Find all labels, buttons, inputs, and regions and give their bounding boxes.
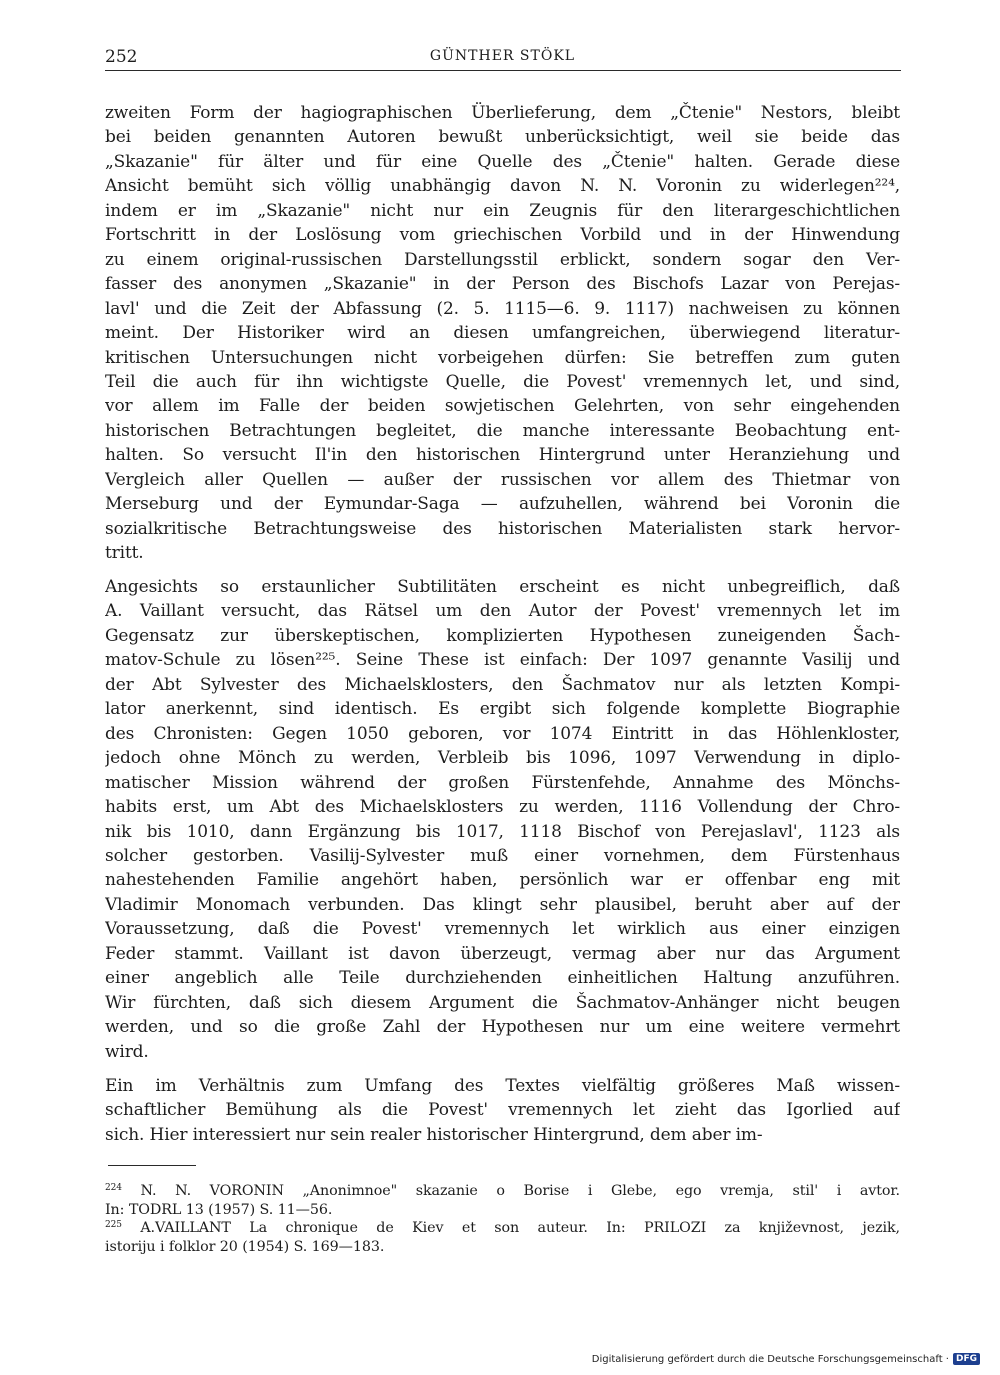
footnote-line: [105, 1201, 900, 1220]
text-line: werden, und so die große Zahl der Hypothesen nur um eine weitere vermehrt: [105, 1017, 900, 1038]
credit-text: Digitalisierung gefördert durch die Deutsche Forschungsgemeinschaft ·: [591, 1353, 949, 1365]
text-line: sich. Hier interessiert nur sein realer historischer Hintergrund, dem aber im-: [105, 1124, 763, 1145]
text-line: Teil die auch für ihn wichtigste Quelle, die Povest' vremennych let, und sind,: [105, 371, 900, 392]
page-number: 252: [105, 47, 138, 67]
text-line: Angesichts so erstaunlicher Subtilitäten erscheint es nicht unbegreiflich, daß: [105, 577, 900, 597]
footnote-mark: 224: [105, 1183, 122, 1193]
footnote-rule: [108, 1165, 196, 1166]
footnote-line: [105, 1238, 900, 1257]
text-line: matischer Mission während der großen Fürstenfehde, Annahme des Mönchs-: [105, 772, 900, 793]
text-line: Merseburg und der Eymundar-Saga — aufzuhellen, während bei Voronin die: [105, 494, 900, 515]
dfg-logo-icon: DFG: [953, 1353, 980, 1365]
text-line: vor allem im Falle der beiden sowjetischen Gelehrten, von sehr eingehenden: [105, 396, 900, 417]
text-line: jedoch ohne Mönch zu werden, Verbleib bis 1096, 1097 Verwendung in diplo-: [105, 748, 900, 769]
text-line: lator anerkennt, sind identisch. Es ergibt sich folgende komplette Biographie: [105, 699, 900, 720]
footnotes: [105, 1182, 900, 1256]
text-line: Feder stammt. Vaillant ist davon überzeugt, vermag aber nur das Argument: [105, 943, 900, 964]
text-line: Voraussetzung, daß die Povest' vremennych let wirklich aus einer einzigen: [105, 919, 900, 940]
text-line: Ansicht bemüht sich völlig unabhängig davon N. N. Voronin zu widerlegen²²⁴,: [105, 176, 900, 197]
footnote-text: A.VAILLANT La chronique de Kiev et son auteur. In: PRILOZI za književnost, jezik,: [140, 1220, 900, 1236]
header-rule: [105, 70, 901, 71]
text-line: zweiten Form der hagiographischen Überlieferung, dem „Čtenie" Nestors, bleibt: [105, 103, 900, 123]
text-line: Fortschritt in der Loslösung vom griechischen Vorbild und in der Hinwendung: [105, 225, 900, 246]
text-line: nik bis 1010, dann Ergänzung bis 1017, 1118 Bischof von Perejaslavl', 1123 als: [105, 821, 900, 842]
text-line: Vladimir Monomach verbunden. Das klingt sehr plausibel, beruht aber auf der: [105, 894, 900, 915]
text-line: historischen Betrachtungen begleitet, die manche interessante Beobachtung ent-: [105, 420, 900, 441]
text-line: A. Vaillant versucht, das Rätsel um den Autor der Povest' vremennych let im: [105, 601, 900, 622]
text-line: einer angeblich alle Teile durchziehenden einheitlichen Haltung anzuführen.: [105, 968, 900, 989]
text-line: nahestehenden Familie angehört haben, persönlich war er offenbar eng mit: [105, 870, 900, 891]
digitization-credit: [592, 1353, 980, 1365]
text-line: Wir fürchten, daß sich diesem Argument die Šachmatov-Anhänger nicht beugen: [105, 992, 900, 1013]
footnote-text: istoriju i folklor 20 (1954) S. 169—183.: [105, 1238, 385, 1255]
text-line: bei beiden genannten Autoren bewußt unberücksichtigt, weil sie beide das: [105, 127, 900, 148]
text-line: „Skazanie" für älter und für eine Quelle des „Čtenie" halten. Gerade diese: [105, 151, 900, 172]
text-line: sozialkritische Betrachtungsweise des historischen Materialisten stark hervor-: [105, 518, 900, 539]
text-line: des Chronisten: Gegen 1050 geboren, vor 1074 Eintritt in das Höhlenkloster,: [105, 723, 900, 744]
text-line: meint. Der Historiker wird an diesen umfangreichen, überwiegend literatur-: [105, 323, 900, 344]
footnote-text: N. N. VORONIN „Anonimnoe" skazanie o Borise i Glebe, ego vremja, stil' i avtor.: [140, 1183, 900, 1199]
text-line: der Abt Sylvester des Michaelsklosters, den Šachmatov nur als letzten Kompi-: [105, 674, 900, 695]
footnote-line: [105, 1182, 900, 1201]
footnote-mark: 225: [105, 1220, 122, 1230]
text-line: wird.: [105, 1041, 149, 1062]
text-line: Vergleich aller Quellen — außer der russischen vor allem des Thietmar von: [105, 469, 900, 490]
text-line: zu einem original-russischen Darstellungsstil erblickt, sondern sogar den Ver-: [105, 249, 900, 270]
text-line: halten. So versucht Il'in den historischen Hintergrund unter Heranziehung und: [105, 445, 900, 466]
text-line: Gegensatz zur überskeptischen, komplizierten Hypothesen zuneigenden Šach-: [105, 625, 900, 646]
text-line: fasser des anonymen „Skazanie" in der Person des Bischofs Lazar von Perejas-: [105, 274, 900, 295]
footnote-line: [105, 1219, 900, 1238]
paragraph-2: [105, 575, 900, 1064]
text-line: Ein im Verhältnis zum Umfang des Textes vielfältig größeres Maß wissen-: [105, 1076, 900, 1096]
text-line: lavl' und die Zeit der Abfassung (2. 5. 1115—6. 9. 1117) nachweisen zu können: [105, 298, 900, 319]
text-line: tritt.: [105, 543, 144, 564]
paragraph-1: [105, 101, 900, 566]
text-line: schaftlicher Bemühung als die Povest' vremennych let zieht das Igorlied auf: [105, 1100, 900, 1121]
text-line: habits erst, um Abt des Michaelsklosters zu werden, 1116 Vollendung der Chro-: [105, 797, 900, 818]
text-line: solcher gestorben. Vasilij-Sylvester muß einer vornehmen, dem Fürstenhaus: [105, 845, 900, 866]
running-head: GÜNTHER STÖKL: [429, 48, 576, 64]
text-line: kritischen Untersuchungen nicht vorbeigehen dürfen: Sie betreffen zum guten: [105, 347, 900, 368]
footnote-text: In: TODRL 13 (1957) S. 11—56.: [105, 1201, 333, 1218]
text-line: matov-Schule zu lösen²²⁵. Seine These ist einfach: Der 1097 genannte Vasilij und: [105, 650, 900, 671]
paragraph-3: [105, 1074, 900, 1147]
text-line: indem er im „Skazanie" nicht nur ein Zeugnis für den literargeschichtlichen: [105, 200, 900, 221]
